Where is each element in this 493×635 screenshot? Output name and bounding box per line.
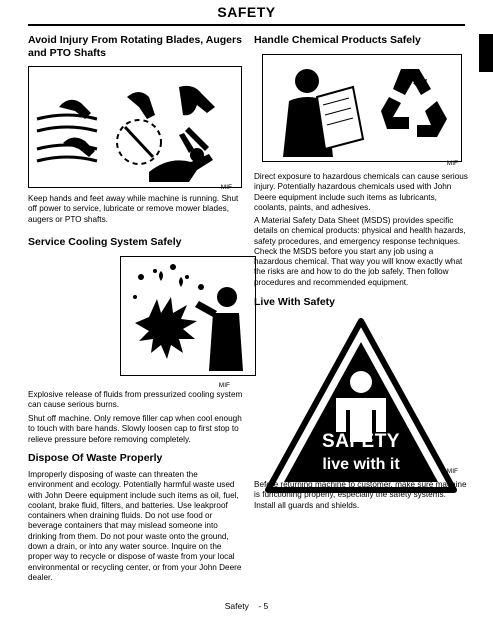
rotating-blades-figure — [28, 66, 242, 188]
section-tab-marker — [479, 34, 493, 72]
figure-code: MIF — [446, 160, 458, 167]
msds-recycle-icon — [263, 55, 461, 161]
chemical-text-2: A Material Safety Data Sheet (MSDS) provides specific details on chemical products: physical and health hazards, safety procedures, and emergency response techniques. Check the MSDS before you start any job using a hazardous chemical. That way you will know exactly what the risks are and how to do the job safely. Then follow procedures and recommended equipment. — [254, 216, 466, 287]
steam-burn-icon — [121, 257, 255, 375]
rotating-hazard-icon — [29, 67, 241, 187]
section-title-cooling-system: Service Cooling System Safely — [28, 236, 182, 248]
footer-section: Safety — [224, 601, 249, 611]
sign-text-safety: SAFETY — [322, 431, 400, 452]
section-title-dispose-waste: Dispose Of Waste Properly — [28, 452, 163, 464]
section-title-chemical-products: Handle Chemical Products Safely — [254, 34, 421, 46]
figure-code: MIF — [220, 184, 232, 191]
chemical-products-figure — [262, 54, 462, 162]
cooling-system-figure — [120, 256, 256, 376]
rotating-blades-text: Keep hands and feet away while machine is running. Shut off power to service, lubricate or remove mower blades, augers or PTO shafts. — [28, 194, 239, 224]
page-header — [0, 0, 493, 26]
figure-code: MIF — [446, 468, 458, 475]
cooling-text-2: Shut off machine. Only remove filler cap when cool enough to touch with bare hands. Slowly loosen cap to first stop to relieve pressure before removing completely. — [28, 414, 242, 444]
header-rule — [28, 24, 465, 26]
chemical-text-1: Direct exposure to hazardous chemicals can cause serious injury. Potentially hazardous chemicals used with John Deere equipment include such items as lubricants, coolants, paints, and adhesives. — [254, 172, 468, 212]
page-footer — [0, 601, 493, 611]
section-title-rotating-blades: Avoid Injury From Rotating Blades, Augers and PTO Shafts — [28, 34, 242, 59]
page-title: SAFETY — [217, 4, 276, 20]
sign-text-live-with-it: live with it — [322, 456, 400, 473]
live-with-safety-text: Before returning machine to customer, make sure machine is functioning properly, especially the safety systems. Install all guards and shields. — [254, 480, 467, 510]
cooling-text-1: Explosive release of fluids from pressurized cooling system can cause serious burns. — [28, 390, 243, 410]
left-column — [28, 34, 246, 594]
figure-code: MIF — [218, 382, 230, 389]
dispose-waste-text: Improperly disposing of waste can threaten the environment and ecology. Potentially harmful waste used with John Deere equipment include such items as oil, fuel, coolant, brake fluid, filters, and batteries. Use leakproof containers when draining fluids. Do not use food or beverage containers that may mislead someone into drinking from them. Do not pour waste onto the ground, down a drain, or into any water source. Inquire on the proper way to recycle or dispose of waste from your local environmental or recycling center, or from your John Deere dealer. — [28, 470, 242, 582]
section-title-live-with-safety: Live With Safety — [254, 296, 336, 308]
footer-page-number: - 5 — [258, 601, 269, 611]
right-column — [254, 34, 468, 594]
